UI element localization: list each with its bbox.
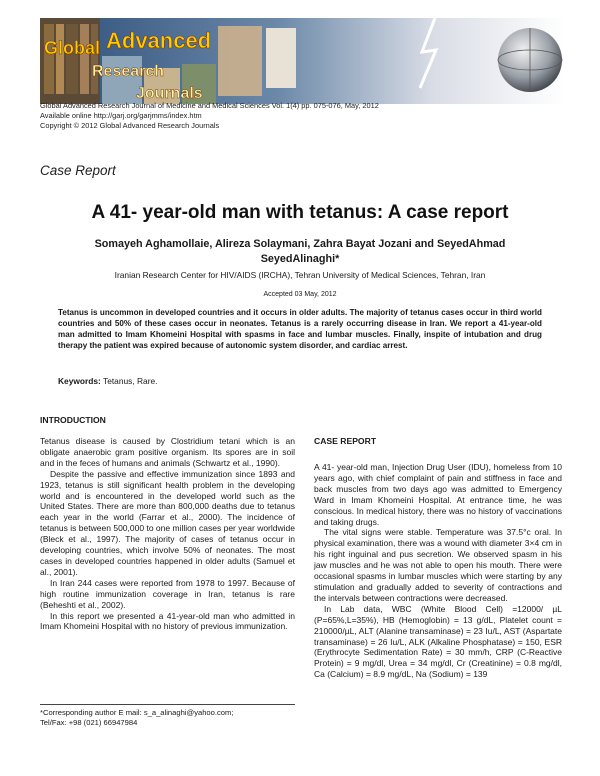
- case-report-paragraph: In Lab data, WBC (White Blood Cell) =12000/ µL (P=65%,L=35%), HB (Hemoglobin) = 13 g/dL, Platelet count = 210000/µL, ALT (Alanine transaminase) = 23 Iu/L, AST (Aspartate transaminase) = 26 Iu/L, ALK (Alkaline Phosphatase) = 150, ESR (Erythrocyte Sedimentation Rate) = 30 mm/h, CRP (C-Reactive Protein) = 9 mg/dl, Urea = 34 mg/dl, Cr (Creatinine) = 0.8 mg/dl, Ca (Calcium) = 8.9 mg/dL, Na (Sodium) = 139: [314, 603, 562, 680]
- case-report-paragraph: A 41- year-old man, Injection Drug User (IDU), homeless from 10 years ago, with chief complaint of pain and stiffness in face and back muscles from two days ago was admitted to Emergency Ward in Imam Khomeini Hospital. At entrance time, he was conscious. In medical history, there was no history of vaccinations and taking drugs.: [314, 462, 562, 527]
- journal-info: [40, 101, 560, 131]
- footnote-email: *Corresponding author E mail: s_a_alinaghi@yahoo.com;: [40, 708, 234, 717]
- introduction-heading: INTRODUCTION: [40, 415, 106, 425]
- introduction-paragraph: In Iran 244 cases were reported from 1978 to 1997. Because of high routine immunization coverage in Iran, tetanus is rare (Beheshti et al., 2002).: [40, 577, 295, 610]
- case-report-paragraph: The vital signs were stable. Temperature was 37.5°c oral. In physical examination, there was a wound with diameter 3×4 cm in his right inguinal and pus secretion. We observed spasm in his jaw muscles and he was not able to open his mouth. There were occasional spasms in lumbar muscles which were starting by any stimulation and gradually added to severity of contractions and the intervals between contractions were decreased.: [314, 527, 562, 603]
- article-title: A 41- year-old man with tetanus: A case report: [91, 202, 509, 223]
- introduction-body: [40, 436, 295, 632]
- journal-banner: [40, 18, 565, 104]
- case-report-body: [314, 462, 562, 680]
- banner-logo-word-research: Research: [92, 63, 165, 80]
- journal-copyright: Copyright © 2012 Global Advanced Research Journals: [40, 121, 220, 130]
- journal-citation: Global Advanced Research Journal of Medicine and Medical Sciences Vol. 1(4) pp. 075-076, May, 2012: [40, 101, 379, 110]
- keywords-label: Keywords:: [58, 376, 101, 386]
- article-affiliation: Iranian Research Center for HIV/AIDS (IRCHA), Tehran University of Medical Sciences, Tehran, Iran: [114, 270, 486, 280]
- authors-line-2: SeyedAlinaghi*: [260, 253, 340, 265]
- article-abstract: Tetanus is uncommon in developed countries and it occurs in older adults. The majority of tetanus cases occur in third world countries and 50% of these cases occur in neonates. Tetanus is a rarely occurring disease in Iran. We report a 41-year-old man admitted to Imam Khomeini Hospital with spasms in face and lumbar muscles. Finally, inspite of intubation and drug therapy the patient was expired because of autonomic system disorder, and cardiac arrest.: [58, 308, 542, 350]
- introduction-paragraph: In this report we presented a 41-year-old man who admitted in Imam Khomeini Hospital with no history of previous immunization.: [40, 610, 295, 632]
- keywords-values: Tetanus, Rare.: [103, 376, 158, 386]
- article-type-label: Case Report: [40, 163, 116, 178]
- banner-logo-word-advanced: Advanced: [106, 28, 212, 53]
- introduction-paragraph: Tetanus disease is caused by Clostridium tetani which is an obligate anaerobic gram positive organism. Its spores are in soil and in the feces of humans and animals (Schwartz et al., 1990).: [40, 436, 295, 468]
- footnote-phone: Tel/Fax: +98 (021) 66947984: [40, 718, 138, 727]
- article-keywords: [58, 376, 157, 386]
- article-accepted-date: Accepted 03 May, 2012: [263, 291, 337, 298]
- introduction-paragraph: Despite the passive and effective immunization since 1893 and 1923, tetanus is still significant health problem in the developing world and is encountered in the developed world such as the United States. There are more than 800,000 deaths due to tetanus each year in the world (Farrar et al., 2000). The incidence of tetanus is between 500,000 to one million cases per year worldwide (Bleck et al., 1997). The majority of cases of tetanus occur in developing countries, which involve 50% of neonates. The most cases in developed countries happened in older adults (Samuel et al., 2001).: [40, 468, 295, 577]
- banner-logo-word-global: Global: [44, 38, 101, 58]
- case-report-heading: CASE REPORT: [314, 436, 377, 446]
- footnote-divider: [40, 704, 295, 705]
- authors-line-1: Somayeh Aghamollaie, Alireza Solaymani, Zahra Bayat Jozani and SeyedAhmad: [94, 238, 506, 250]
- corresponding-author-footnote: [40, 708, 298, 728]
- article-authors: [60, 237, 540, 267]
- banner-logo-word-journals: Journals: [136, 85, 203, 102]
- journal-availability-link[interactable]: Available online http://garj.org/garjmms/index.htm: [40, 111, 202, 120]
